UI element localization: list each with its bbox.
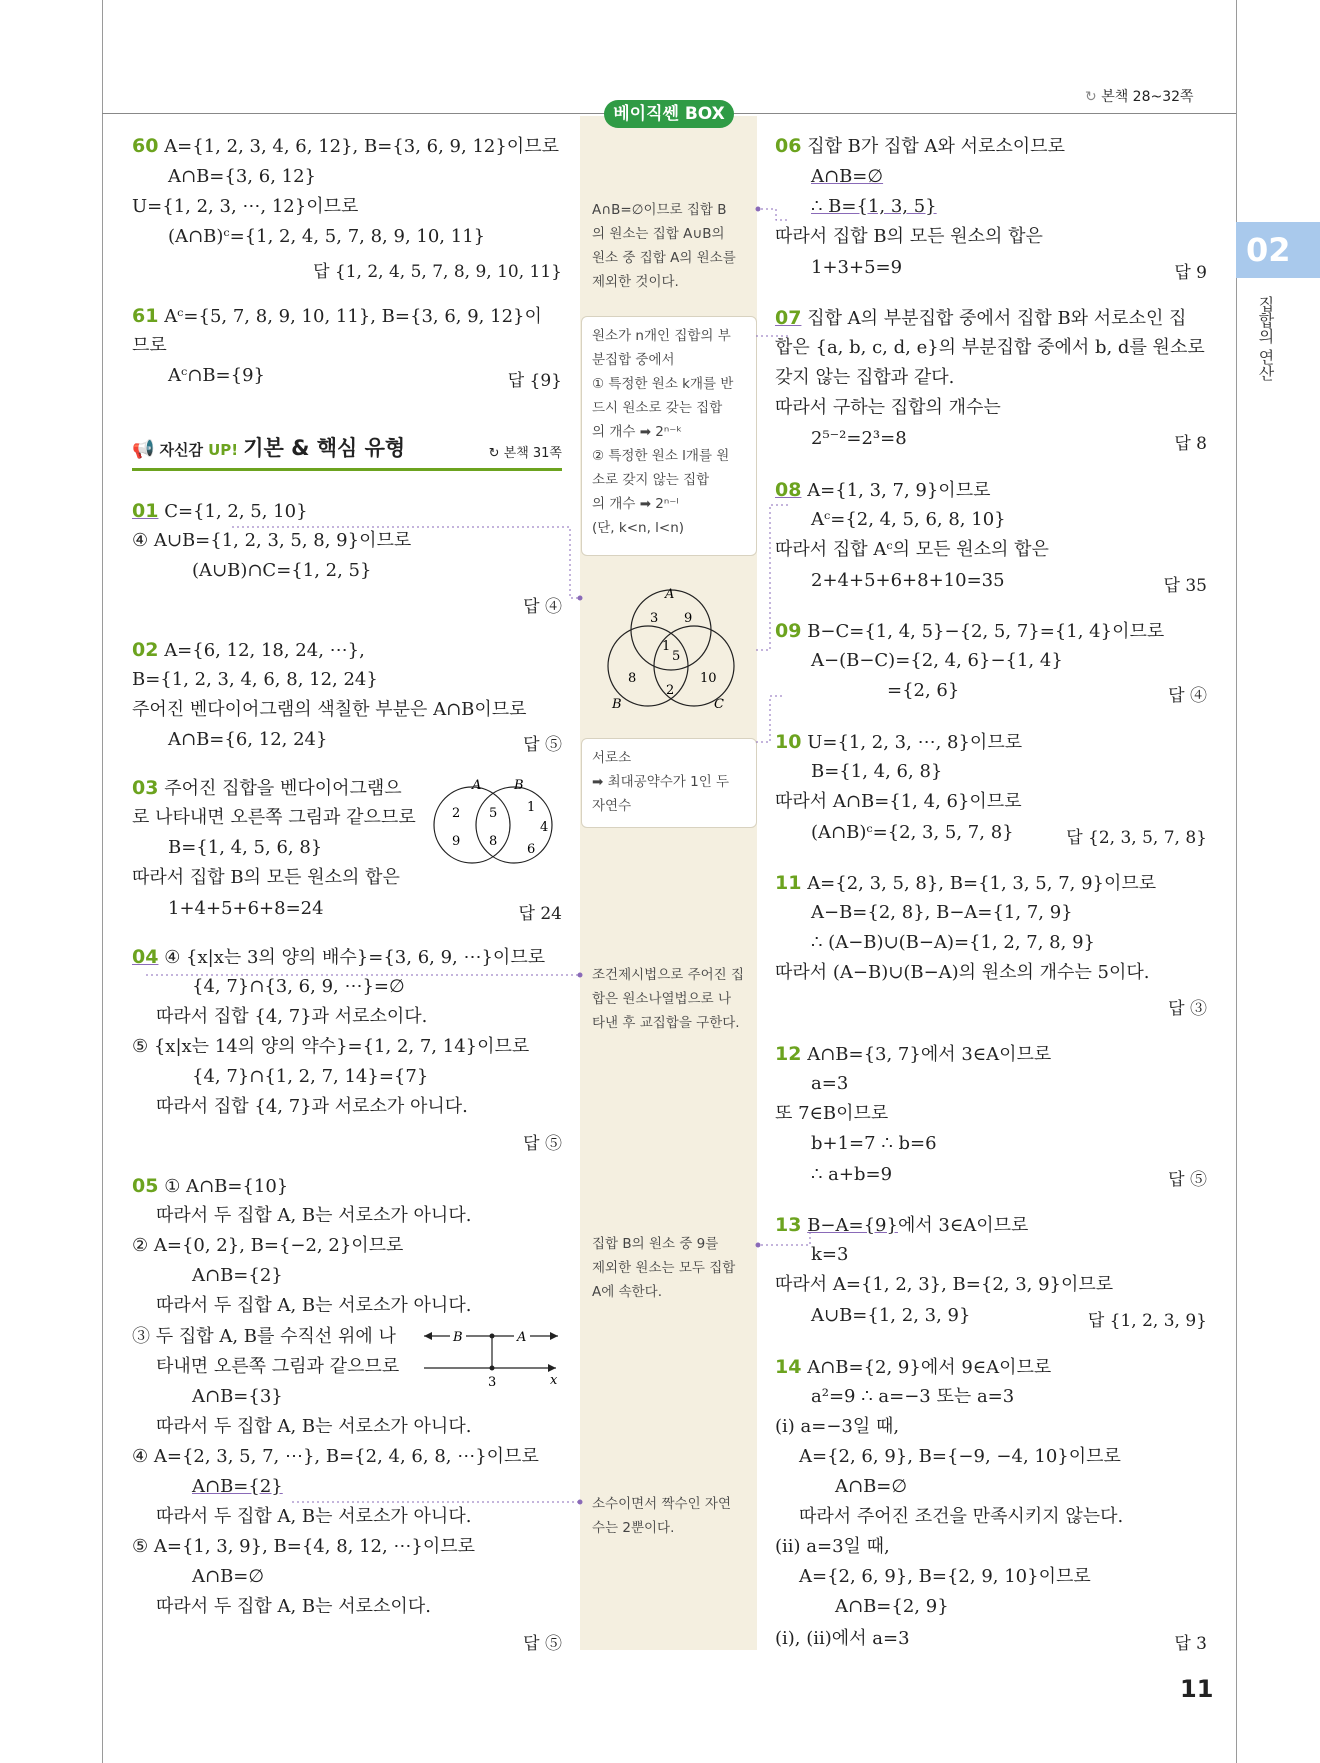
solution-line: 주어진 집합을 벤다이어그램으 [164,778,402,799]
megaphone-icon: 📢 [132,439,155,460]
solution-line: 따라서 두 집합 A, B는 서로소가 아니다. [156,1506,472,1527]
venn3-value: 3 [650,611,659,626]
problem-number: 01 [132,500,159,522]
answer: 답 ⑤ [523,735,562,755]
solution-line: Aᶜ={5, 7, 8, 9, 10, 11}, B={3, 6, 9, 12}이 [164,306,542,327]
note-5: 집합 B의 원소 중 9를 제외한 원소는 모두 집합 A에 속한다. [592,1236,736,1300]
solution-line: {4, 7}∩{1, 2, 7, 14}={7} [192,1066,429,1087]
solution-line: A∩B={3, 7}에서 3∈A이므로 [807,1044,1052,1065]
solution-line: 따라서 집합 B의 모든 원소의 합은 [132,867,400,888]
solution-line: (A∩B)ᶜ={2, 3, 5, 7, 8} [811,822,1014,843]
venn-value: 2 [452,806,461,821]
solution-line: 따라서 (A−B)∪(B−A)의 원소의 개수는 5이다. [775,962,1150,983]
problem-number: 12 [775,1043,802,1065]
solution-line: B={1, 4, 6, 8} [811,761,943,782]
answer: 답 3 [1174,1634,1207,1654]
note-2: 원소가 n개인 집합의 부 분집합 중에서 ① 특정한 원소 k개를 반 드시 원소로 갖는 집합 의 개수 ➡ 2ⁿ⁻ᵏ ② 특정한 원소 l개를 원 소로 갖지 않는 집합 의 개수 ➡ 2ⁿ⁻ˡ (단, k<n, l<n) [592,328,734,536]
answer: 답 ④ [1168,686,1207,706]
solution-line: (ii) a=3일 때, [775,1536,890,1557]
solution-line: A={1, 2, 3, 4, 6, 12}, B={3, 6, 9, 12}이므로 [164,136,559,157]
venn3-label-c: C [714,697,724,712]
solution-line: (A∩B)ᶜ={1, 2, 4, 5, 7, 8, 9, 10, 11} [168,226,486,247]
solution-line: 따라서 구하는 집합의 개수는 [775,397,1001,418]
answer: 답 24 [518,904,562,924]
solution-line: B−C={1, 4, 5}−{2, 5, 7}={1, 4}이므로 [807,621,1165,642]
solution-line: 따라서 두 집합 A, B는 서로소가 아니다. [156,1416,472,1437]
problem-number: 05 [132,1175,159,1197]
answer: 답 {9} [507,371,562,391]
solution-line: Aᶜ={2, 4, 5, 6, 8, 10} [811,509,1006,530]
line-axis-x: x [550,1373,558,1388]
solution-line: ⑤ {x|x는 14의 양의 약수}={1, 2, 7, 14}이므로 [132,1036,530,1057]
venn-value: 1 [527,800,536,815]
problem-number: 04 [132,946,159,968]
solution-line: B={1, 4, 5, 6, 8} [168,837,323,858]
venn3-value: 2 [666,683,675,698]
venn3-value: 1 [662,639,671,654]
solution-line: ∴ a+b=9 [811,1164,893,1185]
solution-line: A={2, 3, 5, 8}, B={1, 3, 5, 7, 9}이므로 [807,873,1157,894]
section-label: 자신감 [159,441,203,459]
solution-line: 1+4+5+6+8=24 [168,898,324,919]
solution-line: U={1, 2, 3, ⋯, 12}이므로 [132,196,359,217]
solution-line: 따라서 두 집합 A, B는 서로소가 아니다. [156,1205,472,1226]
line-tick-3: 3 [488,1375,497,1390]
solution-line: A∩B={6, 12, 24} [168,729,328,750]
venn3-label-b: B [612,697,622,712]
solution-line: A={2, 6, 9}, B={−9, −4, 10}이므로 [799,1446,1121,1467]
solution-line: 2⁵⁻²=2³=8 [811,428,907,449]
problem-number: 13 [775,1214,802,1236]
solution-line: B−A={9} [807,1215,898,1236]
solution-line: ① A∩B={10} [164,1176,289,1197]
venn3-value: 5 [672,649,681,664]
venn3-value: 10 [700,671,717,686]
section-up: UP! [208,441,239,459]
venn3-value: 8 [628,671,637,686]
solution-line: (i), (ii)에서 a=3 [775,1628,910,1649]
solution-line: A∩B={3, 6, 12} [168,166,316,187]
solution-line: b+1=7 ∴ b=6 [811,1133,937,1154]
solution-line: 또 7∈B이므로 [775,1103,889,1124]
solution-line: B={1, 2, 3, 4, 6, 8, 12, 24} [132,669,378,690]
solution-line: 집합 A의 부분집합 중에서 집합 B와 서로소인 집 [807,308,1187,329]
problem-number: 02 [132,639,159,661]
solution-line: ={2, 6} [887,680,960,701]
venn-value: 9 [452,834,461,849]
problem-number: 06 [775,135,802,157]
solution-line: C={1, 2, 5, 10} [164,501,308,522]
solution-line: 갖지 않는 집합과 같다. [775,367,955,388]
answer: 답 8 [1174,434,1207,454]
solution-line: A={2, 6, 9}, B={2, 9, 10}이므로 [799,1566,1091,1587]
answer: 답 {2, 3, 5, 7, 8} [1066,828,1207,848]
solution-line: 따라서 집합 Aᶜ의 모든 원소의 합은 [775,539,1049,560]
venn-value: 8 [489,834,498,849]
solution-line: 므로 [132,335,167,356]
problem-number: 09 [775,620,802,642]
answer: 답 {1, 2, 4, 5, 7, 8, 9, 10, 11} [313,262,562,282]
venn-label-b: B [514,778,524,793]
venn-value: 6 [527,842,536,857]
solution-line: 따라서 두 집합 A, B는 서로소이다. [156,1596,431,1617]
chapter-tab: 02 [1236,222,1320,278]
header-ref: ↻ 본책 28~32쪽 [1085,89,1194,105]
problem-number: 11 [775,872,802,894]
note-4: 조건제시법으로 주어진 집 합은 원소나열법으로 나 타낸 후 교집합을 구한다. [592,967,745,1031]
solution-line: k=3 [811,1244,849,1265]
solution-line: (i) a=−3일 때, [775,1416,900,1437]
solution-line: 1+3+5=9 [811,257,903,278]
note-1: A∩B=∅이므로 집합 B 의 원소는 집합 A∪B의 원소 중 집합 A의 원소를 제외한 것이다. [592,202,736,290]
problem-number: 08 [775,479,802,501]
solution-line: a=3 [811,1073,849,1094]
solution-line: A={1, 3, 7, 9}이므로 [807,480,991,501]
solution-line: A∩B=∅ [811,166,884,187]
problem-number: 60 [132,135,159,157]
solution-line: A∩B={2, 9}에서 9∈A이므로 [807,1357,1052,1378]
solution-line: A∩B={2, 9} [835,1596,949,1617]
solution-line: A∩B={2} [192,1476,283,1497]
solution-line: 타내면 오른쪽 그림과 같으므로 [156,1356,400,1377]
solution-line: 따라서 A∩B={1, 4, 6}이므로 [775,791,1022,812]
venn-label-a: A [472,778,482,793]
answer: 답 ④ [523,597,562,617]
solution-line: A−B={2, 8}, B−A={1, 7, 9} [811,902,1073,923]
venn-value: 4 [540,820,549,835]
page-number: 11 [1180,1675,1214,1703]
solution-line: 따라서 주어진 조건을 만족시키지 않는다. [799,1506,1124,1527]
solution-line: ∴ (A−B)∪(B−A)={1, 2, 7, 8, 9} [811,932,1095,953]
solution-line: {4, 7}∩{3, 6, 9, ⋯}=∅ [192,976,405,997]
answer: 답 ③ [1168,999,1207,1019]
problem-number: 14 [775,1356,802,1378]
refresh-icon: ↻ [1085,89,1097,105]
solution-line: a²=9 ∴ a=−3 또는 a=3 [811,1386,1015,1407]
solution-line: 따라서 집합 {4, 7}과 서로소이다. [156,1006,428,1027]
section-ref: ↻ 본책 31쪽 [488,446,562,461]
solution-line: ④ A∪B={1, 2, 3, 5, 8, 9}이므로 [132,530,412,551]
problem-number: 10 [775,731,802,753]
solution-line: 따라서 집합 B의 모든 원소의 합은 [775,226,1043,247]
solution-line: ② A={0, 2}, B={−2, 2}이므로 [132,1235,404,1256]
solution-line: 주어진 벤다이어그램의 색칠한 부분은 A∩B이므로 [132,699,527,720]
answer: 답 {1, 2, 3, 9} [1087,1311,1207,1331]
solution-line: 2+4+5+6+8+10=35 [811,570,1005,591]
solution-line: 집합 B가 집합 A와 서로소이므로 [807,136,1065,157]
solution-line: ⑤ A={1, 3, 9}, B={4, 8, 12, ⋯}이므로 [132,1536,476,1557]
solution-line: A∪B={1, 2, 3, 9} [811,1305,971,1326]
problem-number: 03 [132,777,159,799]
answer: 답 ⑤ [523,1134,562,1154]
solution-line: (A∪B)∩C={1, 2, 5} [192,560,372,581]
solution-line: A−(B−C)={2, 4, 6}−{1, 4} [811,650,1063,671]
venn3-value: 9 [684,611,693,626]
solution-line: ④ A={2, 3, 5, 7, ⋯}, B={2, 4, 6, 8, ⋯}이므로 [132,1446,539,1467]
chapter-title: 집합의 연산 [1256,296,1275,382]
line-label-a: A [517,1330,527,1345]
solution-line: A∩B={2} [192,1265,283,1286]
answer: 답 ⑤ [523,1634,562,1654]
solution-line: U={1, 2, 3, ⋯, 8}이므로 [807,732,1023,753]
section-title: 기본 & 핵심 유형 [243,436,406,460]
solution-line: A∩B=∅ [192,1566,265,1587]
answer: 답 35 [1163,576,1207,596]
solution-line: ∴ B={1, 3, 5} [811,196,937,217]
solution-line: ④ {x|x는 3의 양의 배수}={3, 6, 9, ⋯}이므로 [164,947,546,968]
solution-line: 합은 {a, b, c, d, e}의 부분집합 중에서 b, d를 원소로 [775,337,1205,358]
line-label-b: B [453,1330,463,1345]
solution-line: A={6, 12, 18, 24, ⋯}, [164,640,365,661]
solution-line: ③ 두 집합 A, B를 수직선 위에 나 [132,1326,396,1347]
solution-line: 로 나타내면 오른쪽 그림과 같으므로 [132,807,416,828]
solution-line: Aᶜ∩B={9} [168,365,265,386]
solution-line: 따라서 A={1, 2, 3}, B={2, 3, 9}이므로 [775,1274,1114,1295]
venn3-label-a: A [665,587,675,602]
problem-number: 07 [775,307,802,329]
solution-line: 따라서 두 집합 A, B는 서로소가 아니다. [156,1295,472,1316]
solution-line: 따라서 집합 {4, 7}과 서로소가 아니다. [156,1096,468,1117]
venn-value: 5 [489,806,498,821]
solution-line: A∩B=∅ [835,1476,908,1497]
note-3: 서로소 ➡ 최대공약수가 1인 두 자연수 [592,750,730,814]
answer: 답 9 [1174,263,1207,283]
answer: 답 ⑤ [1168,1170,1207,1190]
note-6: 소수이면서 짝수인 자연 수는 2뿐이다. [592,1496,731,1536]
solution-line: 에서 3∈A이므로 [897,1215,1029,1236]
problem-number: 61 [132,305,159,327]
solution-line: A∩B={3} [192,1386,283,1407]
box-tag: 베이직쎈 BOX [604,100,734,128]
